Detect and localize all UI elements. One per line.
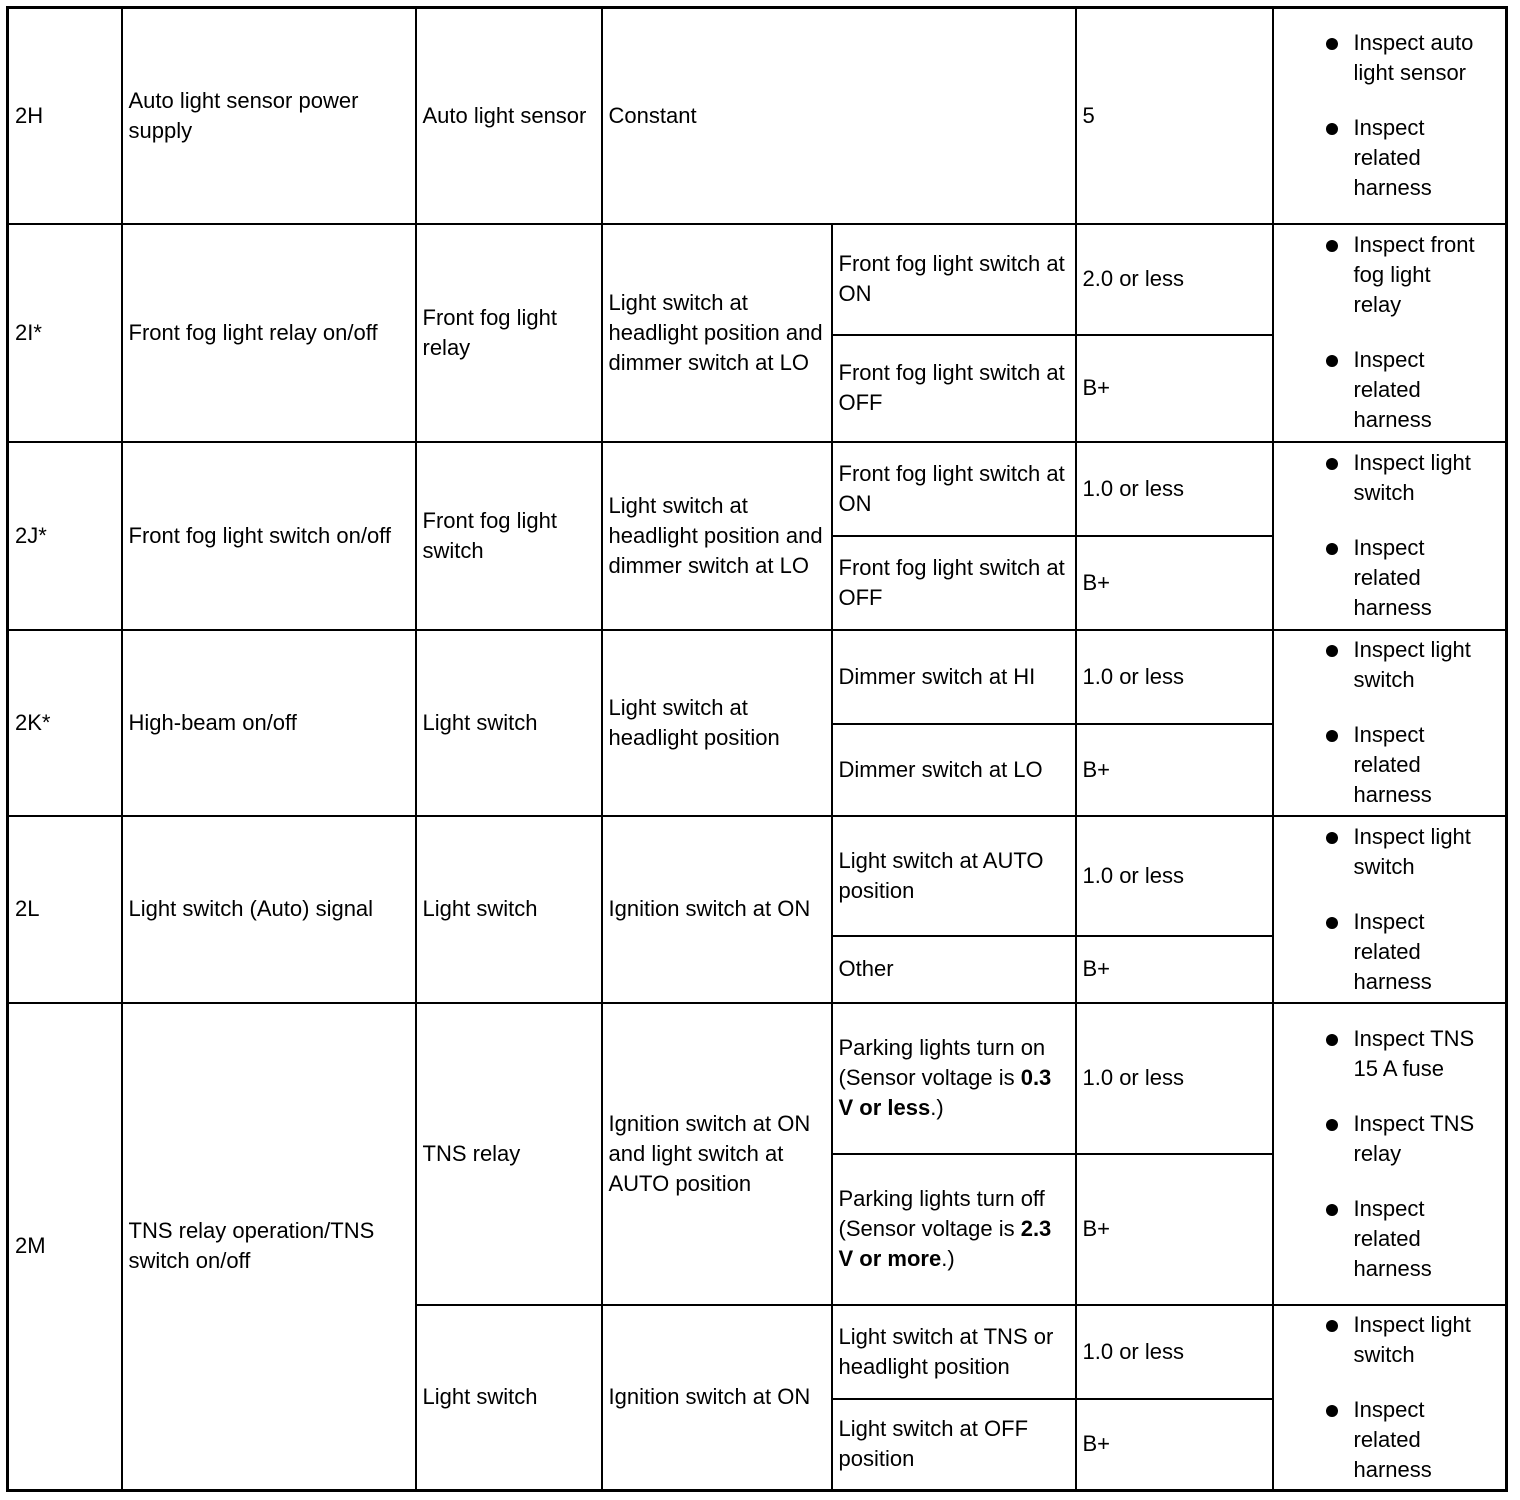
action-list bbox=[1282, 1024, 1502, 1284]
signal-cell: High-beam on/off bbox=[122, 630, 416, 816]
sensor-threshold: 2.3 V or more bbox=[838, 1216, 1052, 1271]
action-cell bbox=[1273, 442, 1507, 630]
connected-to-cell: Auto light sensor bbox=[416, 8, 602, 224]
sub-condition-cell: Other bbox=[832, 936, 1076, 1003]
voltage-cell: 1.0 or less bbox=[1076, 630, 1273, 724]
voltage-cell: 1.0 or less bbox=[1076, 1305, 1273, 1399]
sub-condition-tail: .) bbox=[941, 1246, 955, 1271]
condition-cell: Light switch at headlight position and dimmer switch at LO bbox=[602, 224, 832, 442]
action-item: Inspect related harness bbox=[1282, 1194, 1484, 1284]
action-cell bbox=[1273, 630, 1507, 816]
sub-condition-text: Parking lights turn off (Sensor voltage is bbox=[838, 1186, 1045, 1241]
sub-condition-tail: .) bbox=[930, 1095, 944, 1120]
action-list bbox=[1282, 635, 1502, 810]
voltage-cell: B+ bbox=[1076, 1154, 1273, 1305]
table-row bbox=[8, 1003, 1507, 1154]
connected-to-cell: Light switch bbox=[416, 1305, 602, 1491]
action-item: Inspect TNS 15 A fuse bbox=[1282, 1024, 1484, 1084]
action-item: Inspect related harness bbox=[1282, 907, 1484, 997]
terminal-cell: 2H bbox=[8, 8, 122, 224]
voltage-cell: 1.0 or less bbox=[1076, 816, 1273, 936]
table-row bbox=[8, 630, 1507, 724]
sub-condition-cell bbox=[832, 1003, 1076, 1154]
voltage-cell: 1.0 or less bbox=[1076, 1003, 1273, 1154]
action-list bbox=[1282, 1310, 1502, 1485]
sub-condition-cell: Dimmer switch at LO bbox=[832, 724, 1076, 816]
table-row bbox=[8, 224, 1507, 335]
terminal-cell: 2I* bbox=[8, 224, 122, 442]
action-item: Inspect light switch bbox=[1282, 448, 1484, 508]
connected-to-cell: Front fog light switch bbox=[416, 442, 602, 630]
action-cell bbox=[1273, 816, 1507, 1003]
action-item: Inspect TNS relay bbox=[1282, 1109, 1484, 1169]
table-row bbox=[8, 8, 1507, 224]
condition-cell: Ignition switch at ON and light switch at AUTO position bbox=[602, 1003, 832, 1305]
voltage-cell: B+ bbox=[1076, 536, 1273, 630]
signal-cell: Auto light sensor power supply bbox=[122, 8, 416, 224]
action-item: Inspect light switch bbox=[1282, 635, 1484, 695]
sub-condition-cell bbox=[832, 1154, 1076, 1305]
action-cell bbox=[1273, 1305, 1507, 1491]
voltage-cell: 5 bbox=[1076, 8, 1273, 224]
sensor-threshold: 0.3 V or less bbox=[838, 1065, 1052, 1120]
action-cell bbox=[1273, 224, 1507, 442]
condition-cell: Light switch at headlight position bbox=[602, 630, 832, 816]
voltage-cell: B+ bbox=[1076, 936, 1273, 1003]
sub-condition-cell: Light switch at AUTO position bbox=[832, 816, 1076, 936]
sub-condition-cell: Front fog light switch at OFF bbox=[832, 536, 1076, 630]
table-row bbox=[8, 816, 1507, 936]
connected-to-cell: Front fog light relay bbox=[416, 224, 602, 442]
action-item: Inspect front fog light relay bbox=[1282, 230, 1484, 320]
signal-cell: TNS relay operation/TNS switch on/off bbox=[122, 1003, 416, 1491]
action-item: Inspect light switch bbox=[1282, 1310, 1484, 1370]
action-list bbox=[1282, 822, 1502, 997]
connected-to-cell: Light switch bbox=[416, 816, 602, 1003]
signal-cell: Front fog light switch on/off bbox=[122, 442, 416, 630]
terminal-cell: 2L bbox=[8, 816, 122, 1003]
table-row bbox=[8, 442, 1507, 536]
action-cell bbox=[1273, 1003, 1507, 1305]
terminal-cell: 2M bbox=[8, 1003, 122, 1491]
sub-condition-text: Parking lights turn on (Sensor voltage is bbox=[838, 1035, 1046, 1090]
voltage-cell: 2.0 or less bbox=[1076, 224, 1273, 335]
sub-condition-cell: Light switch at OFF position bbox=[832, 1399, 1076, 1491]
condition-cell: Ignition switch at ON bbox=[602, 1305, 832, 1491]
action-list bbox=[1282, 28, 1502, 203]
signal-cell: Front fog light relay on/off bbox=[122, 224, 416, 442]
sub-condition-cell: Front fog light switch at ON bbox=[832, 224, 1076, 335]
condition-cell: Constant bbox=[602, 8, 1076, 224]
sub-condition-cell: Light switch at TNS or headlight position bbox=[832, 1305, 1076, 1399]
action-list bbox=[1282, 448, 1502, 623]
sub-condition-cell: Front fog light switch at OFF bbox=[832, 335, 1076, 442]
terminal-inspection-table bbox=[6, 6, 1508, 1492]
connected-to-cell: Light switch bbox=[416, 630, 602, 816]
terminal-cell: 2J* bbox=[8, 442, 122, 630]
action-item: Inspect related harness bbox=[1282, 533, 1484, 623]
connected-to-cell: TNS relay bbox=[416, 1003, 602, 1305]
signal-cell: Light switch (Auto) signal bbox=[122, 816, 416, 1003]
voltage-cell: B+ bbox=[1076, 335, 1273, 442]
terminal-cell: 2K* bbox=[8, 630, 122, 816]
action-item: Inspect related harness bbox=[1282, 113, 1484, 203]
action-item: Inspect related harness bbox=[1282, 345, 1484, 435]
action-item: Inspect related harness bbox=[1282, 720, 1484, 810]
sub-condition-cell: Front fog light switch at ON bbox=[832, 442, 1076, 536]
voltage-cell: B+ bbox=[1076, 724, 1273, 816]
action-item: Inspect light switch bbox=[1282, 822, 1484, 882]
action-item: Inspect auto light sensor bbox=[1282, 28, 1484, 88]
sub-condition-cell: Dimmer switch at HI bbox=[832, 630, 1076, 724]
condition-cell: Ignition switch at ON bbox=[602, 816, 832, 1003]
condition-cell: Light switch at headlight position and dimmer switch at LO bbox=[602, 442, 832, 630]
voltage-cell: 1.0 or less bbox=[1076, 442, 1273, 536]
voltage-cell: B+ bbox=[1076, 1399, 1273, 1491]
action-cell bbox=[1273, 8, 1507, 224]
action-list bbox=[1282, 230, 1502, 435]
action-item: Inspect related harness bbox=[1282, 1395, 1484, 1485]
